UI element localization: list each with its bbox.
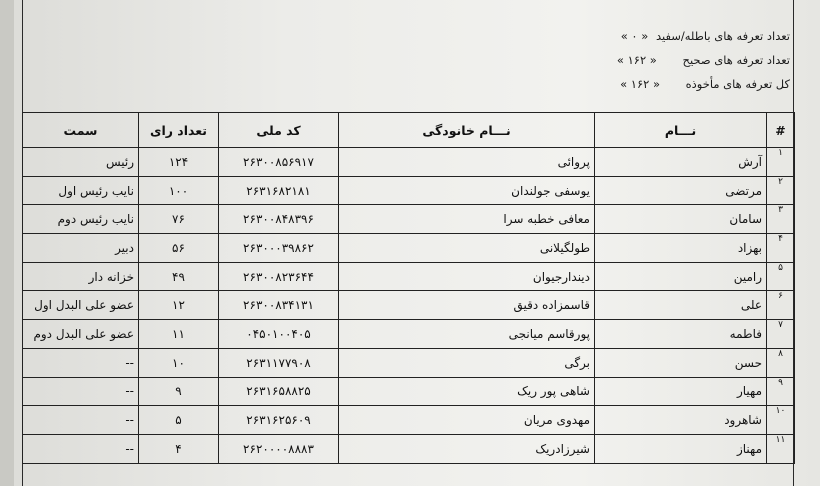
row-last-name: برگی xyxy=(339,348,595,377)
row-index: ۴ xyxy=(767,234,795,263)
summary-blank-value: « ۰ » xyxy=(620,29,649,43)
row-position: نایب رئیس اول xyxy=(23,176,139,205)
header-last-name: نـــام خانودگی xyxy=(339,113,595,148)
row-index: ۸ xyxy=(767,348,795,377)
table-row xyxy=(23,148,795,177)
row-national-code: ۲۶۳۰۰۸۵۶۹۱۷ xyxy=(219,148,339,177)
row-national-code: ۲۶۳۰۰۸۴۸۳۹۶ xyxy=(219,205,339,234)
row-national-code: ۲۶۳۰۰۰۳۹۸۶۲ xyxy=(219,234,339,263)
row-last-name: شاهی پور ریک xyxy=(339,377,595,406)
table-row xyxy=(23,377,795,406)
row-national-code: ۲۶۳۰۰۸۳۴۱۳۱ xyxy=(219,291,339,320)
row-last-name: مهدوی مریان xyxy=(339,406,595,435)
row-position: عضو علی البدل اول xyxy=(23,291,139,320)
row-index: ۲ xyxy=(767,176,795,205)
row-votes: ۷۶ xyxy=(139,205,219,234)
vote-summary xyxy=(530,28,790,100)
row-last-name: پروائی xyxy=(339,148,595,177)
row-position: خزانه دار xyxy=(23,262,139,291)
row-last-name: پورقاسم میانجی xyxy=(339,320,595,349)
header-index: # xyxy=(767,113,795,148)
header-votes: تعداد رای xyxy=(139,113,219,148)
row-first-name: آرش xyxy=(595,148,767,177)
row-position: نایب رئیس دوم xyxy=(23,205,139,234)
row-votes: ۴ xyxy=(139,434,219,463)
summary-valid-value: « ۱۶۲ » xyxy=(616,53,657,67)
row-position: عضو علی البدل دوم xyxy=(23,320,139,349)
row-position: دبیر xyxy=(23,234,139,263)
row-first-name: حسن xyxy=(595,348,767,377)
summary-total-label: کل تعرفه های مأخوذه xyxy=(685,77,790,91)
row-last-name: شیرزادریک xyxy=(339,434,595,463)
paper-edge xyxy=(0,0,14,486)
election-results-table xyxy=(22,112,795,464)
summary-valid xyxy=(530,52,790,76)
table-header-row xyxy=(23,113,795,148)
row-first-name: مرتضی xyxy=(595,176,767,205)
table-row xyxy=(23,291,795,320)
row-index: ۹ xyxy=(767,377,795,406)
row-votes: ۹ xyxy=(139,377,219,406)
row-first-name: بهزاد xyxy=(595,234,767,263)
row-index: ۶ xyxy=(767,291,795,320)
row-votes: ۱۰ xyxy=(139,348,219,377)
row-national-code: ۲۶۳۱۶۲۵۶۰۹ xyxy=(219,406,339,435)
table-row xyxy=(23,320,795,349)
row-index: ۵ xyxy=(767,262,795,291)
table-row xyxy=(23,176,795,205)
row-last-name: یوسفی جولندان xyxy=(339,176,595,205)
header-first-name: نـــام xyxy=(595,113,767,148)
row-votes: ۴۹ xyxy=(139,262,219,291)
row-index: ۱۰ xyxy=(767,406,795,435)
row-national-code: ۲۶۳۱۱۷۷۹۰۸ xyxy=(219,348,339,377)
table-row xyxy=(23,434,795,463)
row-position: -- xyxy=(23,434,139,463)
row-index: ۳ xyxy=(767,205,795,234)
summary-blank xyxy=(530,28,790,52)
table-row xyxy=(23,406,795,435)
table-row xyxy=(23,262,795,291)
summary-total xyxy=(530,76,790,100)
row-votes: ۱۱ xyxy=(139,320,219,349)
row-first-name: رامین xyxy=(595,262,767,291)
row-first-name: مهناز xyxy=(595,434,767,463)
row-last-name: دیندارجیوان xyxy=(339,262,595,291)
row-position: -- xyxy=(23,348,139,377)
row-votes: ۱۰۰ xyxy=(139,176,219,205)
row-last-name: معافی خطبه سرا xyxy=(339,205,595,234)
header-position: سمت xyxy=(23,113,139,148)
row-first-name: شاهرود xyxy=(595,406,767,435)
row-national-code: ۲۶۳۰۰۸۲۳۶۴۴ xyxy=(219,262,339,291)
table-row xyxy=(23,348,795,377)
row-votes: ۵ xyxy=(139,406,219,435)
header-national-code: کد ملی xyxy=(219,113,339,148)
summary-total-value: « ۱۶۲ » xyxy=(620,77,660,91)
row-index: ۱۱ xyxy=(767,434,795,463)
row-position: -- xyxy=(23,406,139,435)
row-national-code: ۰۴۵۰۱۰۰۴۰۵ xyxy=(219,320,339,349)
row-national-code: ۲۶۳۱۶۵۸۸۲۵ xyxy=(219,377,339,406)
row-national-code: ۲۶۲۰۰۰۰۸۸۸۳ xyxy=(219,434,339,463)
summary-valid-label: تعداد تعرفه های صحیح xyxy=(682,53,790,67)
summary-blank-label: تعداد تعرفه های باطله/سفید xyxy=(655,29,790,43)
row-first-name: سامان xyxy=(595,205,767,234)
row-position: -- xyxy=(23,377,139,406)
row-national-code: ۲۶۳۱۶۸۲۱۸۱ xyxy=(219,176,339,205)
row-position: رئیس xyxy=(23,148,139,177)
row-votes: ۱۲۴ xyxy=(139,148,219,177)
row-last-name: قاسمزاده دقیق xyxy=(339,291,595,320)
table-row xyxy=(23,205,795,234)
table-row xyxy=(23,234,795,263)
row-first-name: علی xyxy=(595,291,767,320)
row-votes: ۵۶ xyxy=(139,234,219,263)
row-votes: ۱۲ xyxy=(139,291,219,320)
row-last-name: طولگیلانی xyxy=(339,234,595,263)
row-index: ۱ xyxy=(767,148,795,177)
row-first-name: مهیار xyxy=(595,377,767,406)
row-first-name: فاطمه xyxy=(595,320,767,349)
row-index: ۷ xyxy=(767,320,795,349)
